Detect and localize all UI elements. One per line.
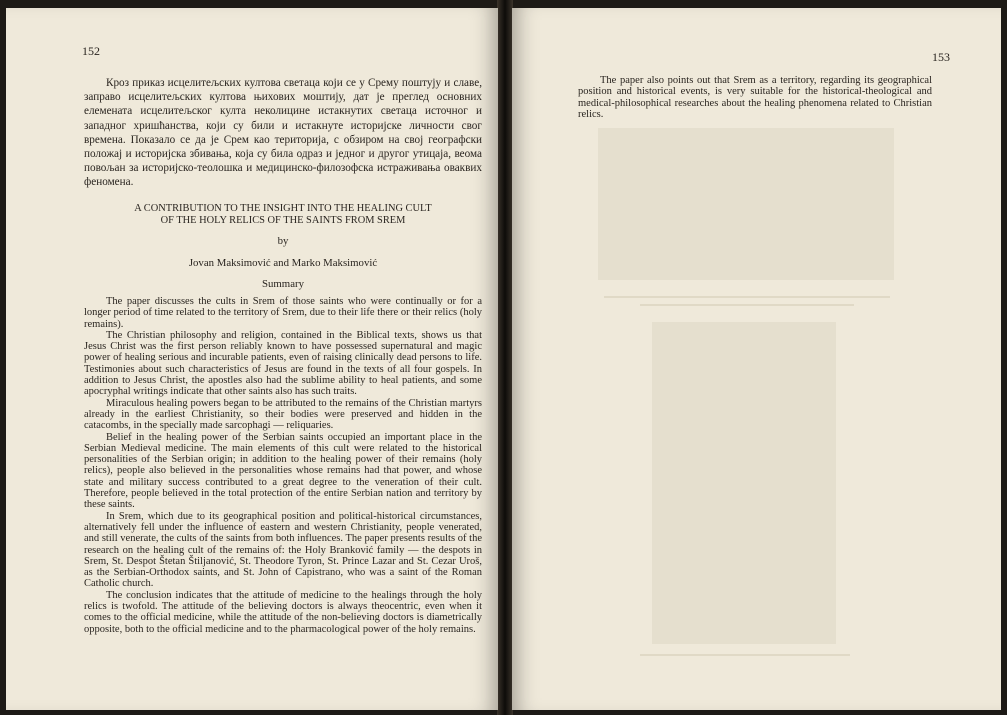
summary-paragraph-4: Belief in the healing power of the Serbian saints occupied an important place in the Serbian Medieval medicine. The main elements of this cult were related to the historical personalities of the Serbian origin; in addition to the healing power of their remains (holy relics), people also believed in the personalities whose remains had that power, and whose state and military success contributed to a great degree to the veneration of their cult. Therefore, people believed in the total protection of the entire Serbian nation and territory by these saints. <box>84 431 482 511</box>
summary-body <box>84 296 482 635</box>
summary-paragraph-6: The conclusion indicates that the attitude of medicine to the healings through the holy relics is twofold. The attitude of the believing doctors is always theocentric, even when it comes to the official medicine, while the attitude of the non-believing doctors is diametrically opposite, both to the official medicine and to the pharmacological power of the holy remains. <box>84 589 482 635</box>
summary-paragraph-2: The Christian philosophy and religion, contained in the Biblical texts, shows us that Jesus Christ was the first person reliably known to have possessed supernatural and magic power of healing serious and incurable patients, even of raising clinically dead persons to life. Testimonies about such characteristics of Jesus are found in the texts of all four gospels. In addition to Jesus Christ, the apostles also had the sublime ability to heal patients, and some apocryphal writings indicate that other saints also has such traits. <box>84 329 482 398</box>
show-through-image-upper <box>598 128 894 280</box>
summary-paragraph-continued: The paper also points out that Srem as a territory, regarding its geographical position and historical events, is very suitable for the historical-theological and medical-philosophical researches about the healing phenomena related to Christian relics. <box>578 75 932 120</box>
show-through-caption-upper-2 <box>640 304 854 306</box>
cyrillic-conclusion-paragraph: Кроз приказ исцелитељских култова светаца који се у Срему поштују и славе, заправо исцелитељских култова њихових моштију, дат је преглед основних елемената исцелитељског култа неколицине истакнутих светаца источног и западног хришћанства, који су били и истакнуте историјске личности свог времена. Показало се да је Срем као територија, с обзиром на свој географски положај и историјска збивања, која су била одраз и једног и другог утицаја, веома повољан за историјско-теолошка и медицинско-филозофска истраживања оваквих феномена. <box>84 77 482 189</box>
left-page-number: 152 <box>82 44 100 58</box>
summary-paragraph-3: Miraculous healing powers began to be attributed to the remains of the Christian martyrs already in the earliest Christianity, so their bodies were preserved and hidden in the catacombs, in the specially made sarcophagi — reliquaries. <box>84 397 482 432</box>
summary-title-line-2: OF THE HOLY RELICS OF THE SAINTS FROM SREM <box>160 214 406 226</box>
summary-heading: Summary <box>262 278 304 290</box>
summary-paragraph-5: In Srem, which due to its geographical position and political-historical circumstances, alternatively fell under the influence of eastern and western Christianity, people venerated, and still venerate, the cults of the saints from both influences. The paper presents results of the research on the healing cult of the remains of: the Holy Branković family — the despots in Srem, St. Despot Štetan Štiljanović, St. Theodore Tyron, St. Prince Lazar and St. Cezar Uroš, as the Serbian-Orthodox saints, and St. John of Capistrano, who was a saint of the Roman Catholic church. <box>84 510 482 590</box>
show-through-image-lower <box>652 322 836 644</box>
right-page-number: 153 <box>932 50 950 64</box>
summary-title-line-1: A CONTRIBUTION TO THE INSIGHT INTO THE HEALING CULT <box>134 203 432 214</box>
by-line: by <box>277 235 289 247</box>
show-through-caption-lower <box>640 654 850 656</box>
summary-paragraph-1: The paper discusses the cults in Srem of those saints who were continually or for a longer period of time related to the territory of Srem, due to their life there or their relics (holy remains). <box>84 296 482 330</box>
book-gutter <box>497 0 513 715</box>
summary-title <box>84 203 482 226</box>
authors: Jovan Maksimović and Marko Maksimović <box>188 257 378 269</box>
show-through-caption-upper <box>604 296 890 298</box>
